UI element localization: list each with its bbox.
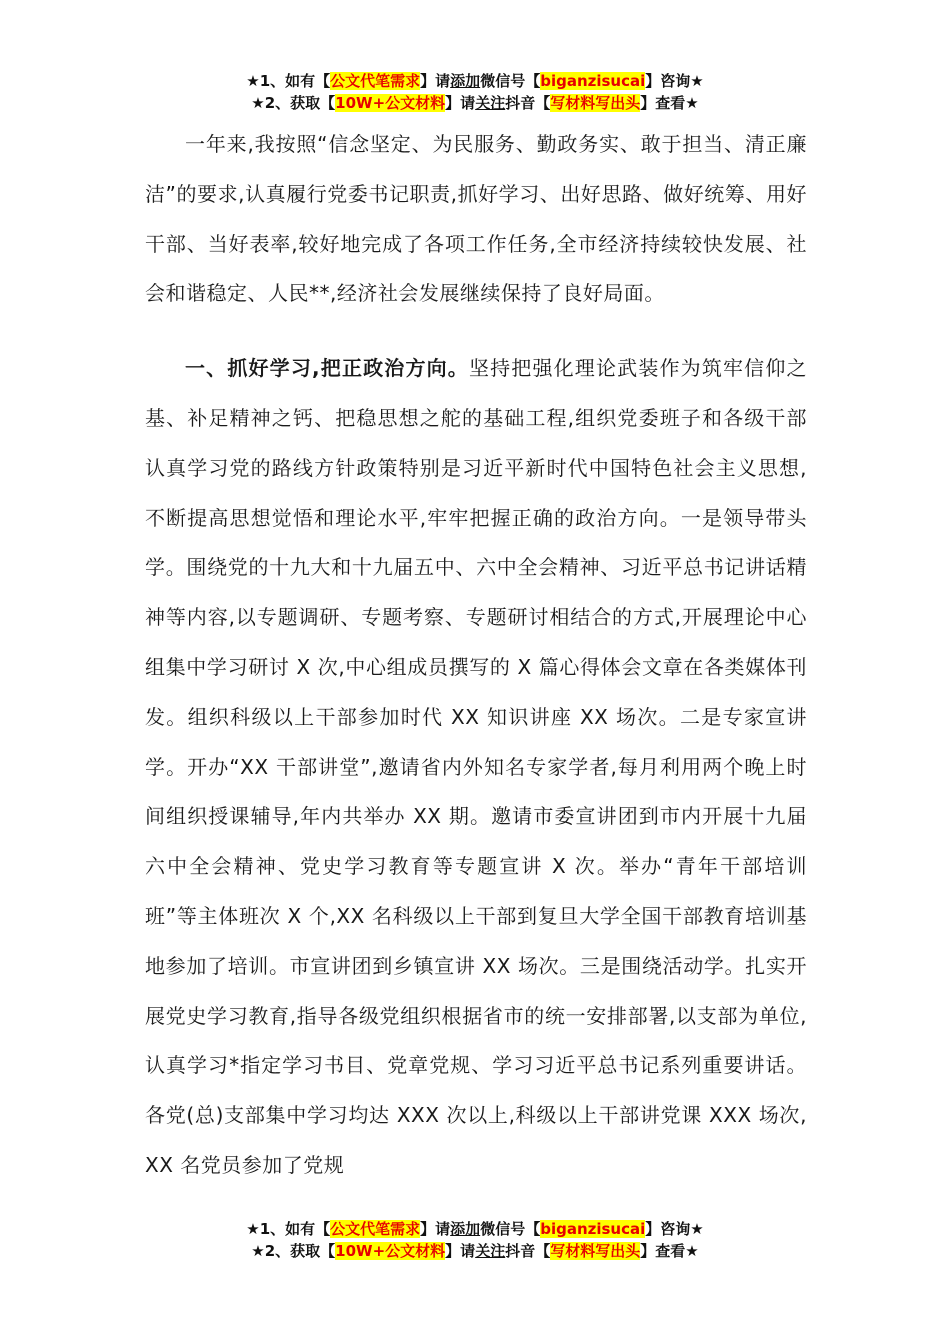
notice-highlight-service: 公文代笔需求 [330, 72, 421, 90]
notice-text: 1、如有【 [259, 72, 331, 90]
notice-text: 微信号【 [480, 1220, 541, 1238]
star-icon: ★ [685, 94, 699, 112]
notice-line-1 [0, 1218, 950, 1240]
notice-text: 微信号【 [480, 72, 541, 90]
intro-paragraph: 一年来,我按照“信念坚定、为民服务、勤政务实、敢于担当、清正廉洁”的要求,认真履行党委书记职责,抓好学习、出好思路、做好统筹、用好干部、当好表率,较好地完成了各项工作任务,全市经济持续较快发展、社会和谐稳定、人民**,经济社会发展继续保持了良好局面。 [145, 132, 807, 306]
notice-text: 抖音【 [505, 94, 551, 112]
notice-line-2 [0, 92, 950, 114]
notice-underlined: 添加 [450, 1220, 481, 1238]
header-notice [0, 70, 950, 114]
footer-notice [0, 1218, 950, 1262]
star-icon: ★ [251, 1242, 265, 1260]
notice-text: 2、获取【 [264, 94, 336, 112]
notice-highlight-douyin: 写材料写出头 [550, 1242, 641, 1260]
star-icon: ★ [685, 1242, 699, 1260]
star-icon: ★ [246, 72, 260, 90]
notice-line-2 [0, 1240, 950, 1262]
notice-text: 】咨询 [645, 72, 691, 90]
notice-text: 】查看 [640, 1242, 686, 1260]
notice-highlight-materials: 10W+公文材料 [335, 94, 446, 112]
notice-underlined: 添加 [450, 72, 481, 90]
notice-highlight-douyin: 写材料写出头 [550, 94, 641, 112]
notice-highlight-wechat-id: biganzisucai [540, 1220, 646, 1238]
section-1-heading: 一、抓好学习,把正政治方向。 [185, 356, 469, 381]
notice-underlined: 关注 [475, 1242, 506, 1260]
notice-text: 1、如有【 [259, 1220, 331, 1238]
notice-line-1 [0, 70, 950, 92]
star-icon: ★ [251, 94, 265, 112]
notice-text: 】请 [445, 94, 476, 112]
star-icon: ★ [690, 1220, 704, 1238]
star-icon: ★ [246, 1220, 260, 1238]
notice-text: 】请 [420, 72, 451, 90]
notice-text: 】请 [445, 1242, 476, 1260]
section-1-paragraph [145, 344, 807, 1191]
notice-text: 】咨询 [645, 1220, 691, 1238]
notice-highlight-wechat-id: biganzisucai [540, 72, 646, 90]
section-1-body: 坚持把强化理论武装作为筑牢信仰之基、补足精神之钙、把稳思想之舵的基础工程,组织党委班子和各级干部认真学习党的路线方针政策特别是习近平新时代中国特色社会主义思想,不断提高思想觉悟和理论水平,牢牢把握正确的政治方向。一是领导带头学。围绕党的十九大和十九届五中、六中全会精神、习近平总书记讲话精神等内容,以专题调研、专题考察、专题研讨相结合的方式,开展理论中心组集中学习研讨 X 次,中心组成员撰写的 X 篇心得体会文章在各类媒体刊发。组织科级以上干部参加时代 XX 知识讲座 XX 场次。二是专家宣讲学。开办“XX 干部讲堂”,邀请省内外知名专家学者,每月利用两个晚上时间组织授课辅导,年内共举办 XX 期。邀请市委宣讲团到市内开展十九届六中全会精神、党史学习教育等专题宣讲 X 次。举办“青年干部培训班”等主体班次 X 个,XX 名科级以上干部到复旦大学全国干部教育培训基地参加了培训。市宣讲团到乡镇宣讲 XX 场次。三是围绕活动学。扎实开展党史学习教育,指导各级党组织根据省市的统一安排部署,以支部为单位,认真学习*指定学习书目、党章党规、学习习近平总书记系列重要讲话。各党(总)支部集中学习均达 XXX 次以上,科级以上干部讲党课 XXX 场次,XX 名党员参加了党规 [145, 356, 807, 1177]
notice-text: 】请 [420, 1220, 451, 1238]
notice-highlight-materials: 10W+公文材料 [335, 1242, 446, 1260]
notice-highlight-service: 公文代笔需求 [330, 1220, 421, 1238]
document-body [145, 120, 807, 1191]
notice-text: 】查看 [640, 94, 686, 112]
star-icon: ★ [690, 72, 704, 90]
notice-underlined: 关注 [475, 94, 506, 112]
notice-text: 2、获取【 [264, 1242, 336, 1260]
notice-text: 抖音【 [505, 1242, 551, 1260]
